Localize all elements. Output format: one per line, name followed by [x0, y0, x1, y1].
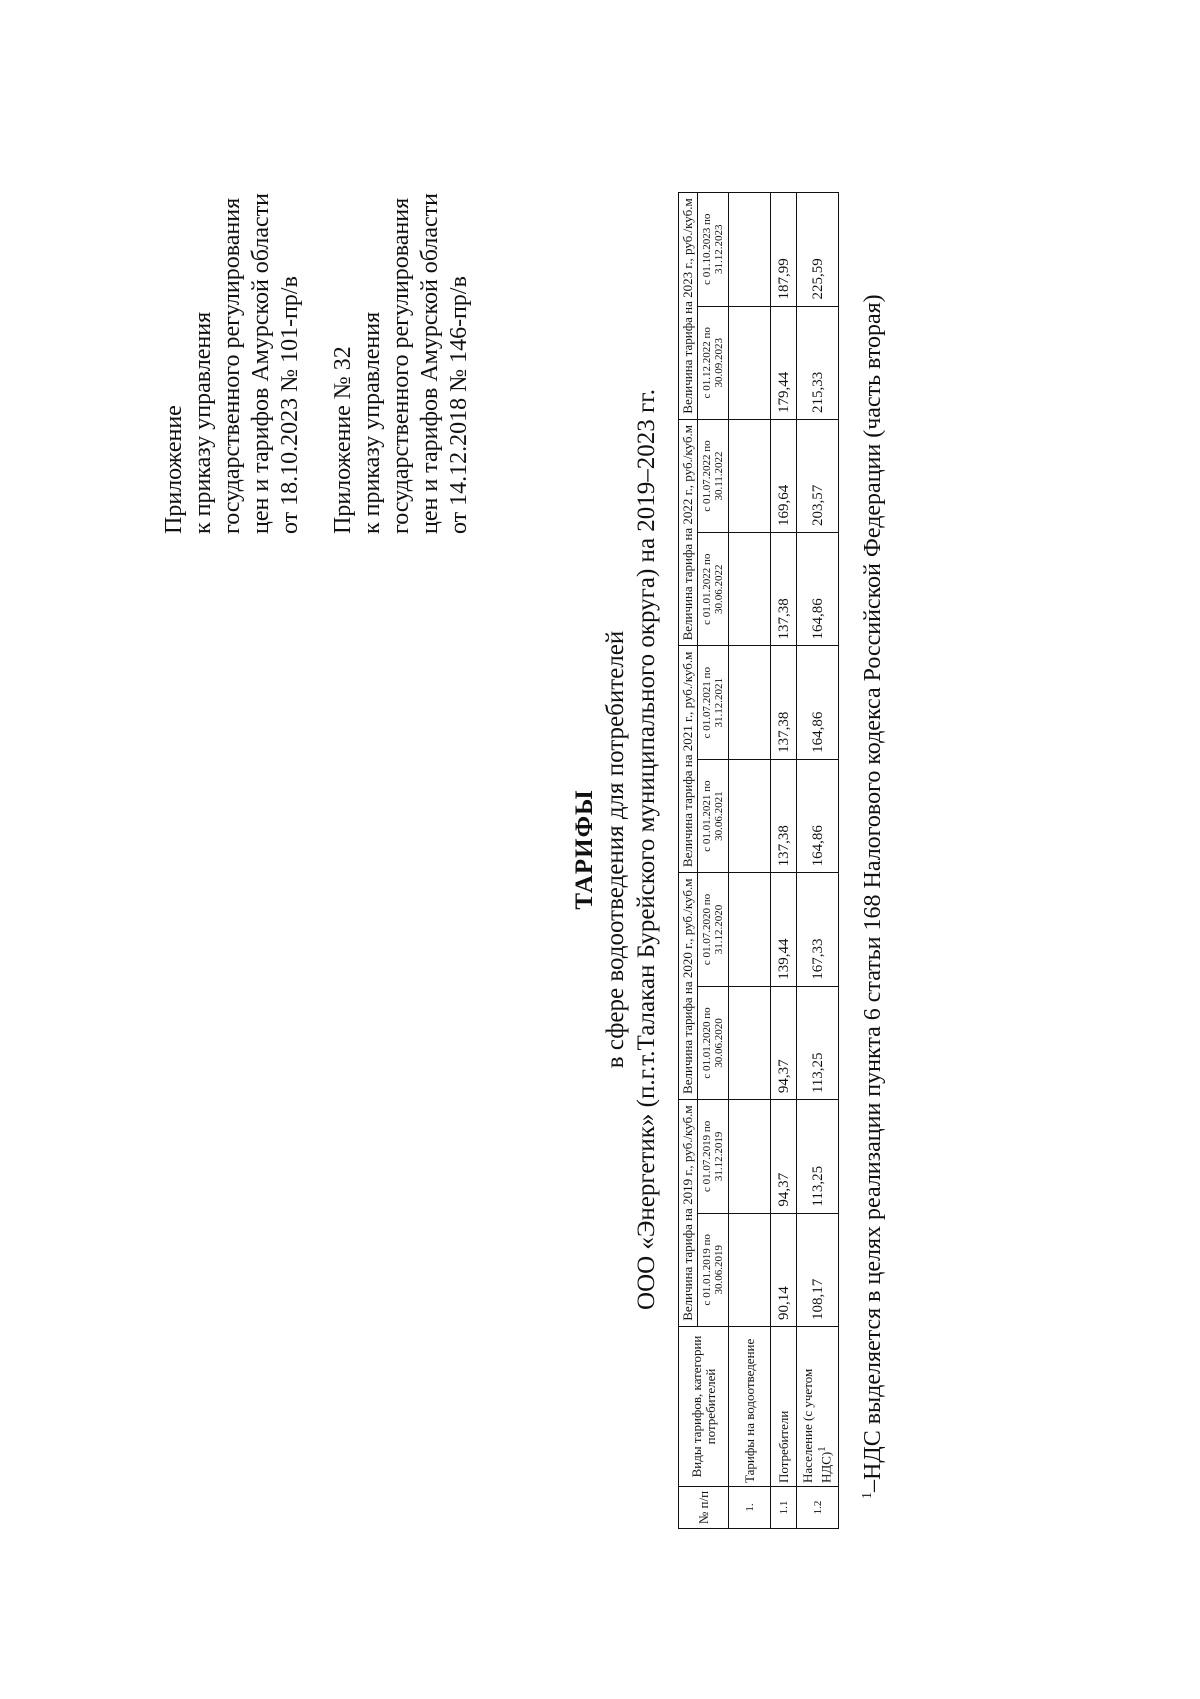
title-heading: ТАРИФЫ — [571, 789, 598, 910]
header-period: с 01.01.2022 по 30.06.2022 — [698, 533, 729, 646]
tariff-value: 164,86 — [797, 759, 839, 872]
tariff-value — [729, 646, 771, 759]
row-num: 1.2 — [797, 1487, 839, 1529]
tariff-value: 113,25 — [797, 986, 839, 1099]
document-title — [570, 0, 662, 1699]
header-num: № п/п — [679, 1487, 729, 1529]
header-period: с 01.07.2019 по 31.12.2019 — [698, 1100, 729, 1213]
row-label: Потребители — [771, 1327, 797, 1487]
tariff-value: 137,38 — [771, 759, 797, 872]
header-period: с 01.01.2021 по 30.06.2021 — [698, 759, 729, 872]
tariff-value — [729, 873, 771, 986]
appendix-line: цен и тарифов Амурской области — [248, 192, 274, 534]
appendix-line: к приказу управления — [359, 311, 385, 534]
title-line-1: в сфере водоотведения для потребителей — [602, 630, 629, 1069]
tariff-value — [729, 533, 771, 646]
header-period: с 01.10.2023 по 31.12.2023 — [698, 193, 729, 307]
tariff-value — [729, 1213, 771, 1326]
tariff-value — [729, 986, 771, 1099]
appendix-line: к приказу управления — [190, 311, 216, 534]
header-kind: Виды тарифов, категории потребителей — [679, 1327, 729, 1487]
appendix-line: цен и тарифов Амурской области — [417, 192, 443, 534]
header-period: с 01.01.2020 по 30.06.2020 — [698, 986, 729, 1099]
footnote-ref: 1 — [816, 1446, 829, 1452]
header-year: Величина тарифа на 2019 г., руб./куб.м — [679, 1100, 698, 1327]
header-year: Величина тарифа на 2020 г., руб./куб.м — [679, 873, 698, 1100]
header-year: Величина тарифа на 2022 г., руб./куб.м — [679, 419, 698, 646]
tariff-value — [729, 1100, 771, 1213]
header-period: с 01.12.2022 по 30.09.2023 — [698, 306, 729, 419]
appendix-line: Приложение № 32 — [330, 346, 356, 534]
tariff-value: 179,44 — [771, 306, 797, 419]
tariff-value: 137,38 — [771, 646, 797, 759]
title-line-2: ООО «Энергетик» (п.г.т.Талакан Бурейского муниципального округа) на 2019–2023 гг. — [633, 389, 660, 1310]
footnote — [860, 294, 887, 1499]
table-row — [797, 193, 839, 1529]
table-row — [771, 193, 797, 1529]
tariff-value: 164,86 — [797, 646, 839, 759]
row-num: 1. — [729, 1487, 771, 1529]
appendix-current — [160, 193, 474, 534]
tariff-value: 167,33 — [797, 873, 839, 986]
table-header-row — [679, 193, 698, 1529]
tariff-table — [678, 192, 839, 1529]
tariff-value: 113,25 — [797, 1100, 839, 1213]
appendix-line: от 14.12.2018 № 146-пр/в — [446, 276, 472, 534]
tariff-value: 137,38 — [771, 533, 797, 646]
appendix-line: государственного регулирования — [388, 197, 414, 534]
footnote-mark: 1 — [860, 1492, 875, 1499]
row-label: Тарифы на водоотведение — [729, 1327, 771, 1487]
tariff-value — [729, 306, 771, 419]
tariff-value: 108,17 — [797, 1213, 839, 1326]
header-period: с 01.07.2020 по 31.12.2020 — [698, 873, 729, 986]
tariff-value — [729, 193, 771, 307]
tariff-value: 164,86 — [797, 533, 839, 646]
appendix-line: Приложение — [161, 405, 187, 534]
tariff-value — [729, 419, 771, 532]
tariff-value: 203,57 — [797, 419, 839, 532]
header-period: с 01.07.2022 по 30.11.2022 — [698, 419, 729, 532]
tariff-value: 94,37 — [771, 986, 797, 1099]
tariff-value: 90,14 — [771, 1213, 797, 1326]
tariff-value: 139,44 — [771, 873, 797, 986]
tariff-value: 187,99 — [771, 193, 797, 307]
tariff-value: 169,64 — [771, 419, 797, 532]
header-year: Величина тарифа на 2023 г., руб./куб.м — [679, 193, 698, 420]
tariff-value — [729, 759, 771, 872]
row-label-text: Население (с учетом НДС) — [800, 1368, 834, 1483]
appendix-line: государственного регулирования — [219, 197, 245, 534]
appendix-line: от 18.10.2023 № 101-пр/в — [277, 276, 303, 534]
row-num: 1.1 — [771, 1487, 797, 1529]
table-row — [729, 193, 771, 1529]
footnote-text: –НДС выделяется в целях реализации пункта 6 статьи 168 Налогового кодекса Российской Федерации (часть вторая) — [860, 294, 886, 1492]
header-period: с 01.01.2019 по 30.06.2019 — [698, 1213, 729, 1326]
tariff-value: 215,33 — [797, 306, 839, 419]
header-period: с 01.07.2021 по 31.12.2021 — [698, 646, 729, 759]
tariff-value: 94,37 — [771, 1100, 797, 1213]
row-label — [797, 1327, 839, 1487]
tariff-value: 225,59 — [797, 193, 839, 307]
header-year: Величина тарифа на 2021 г., руб./куб.м — [679, 646, 698, 873]
